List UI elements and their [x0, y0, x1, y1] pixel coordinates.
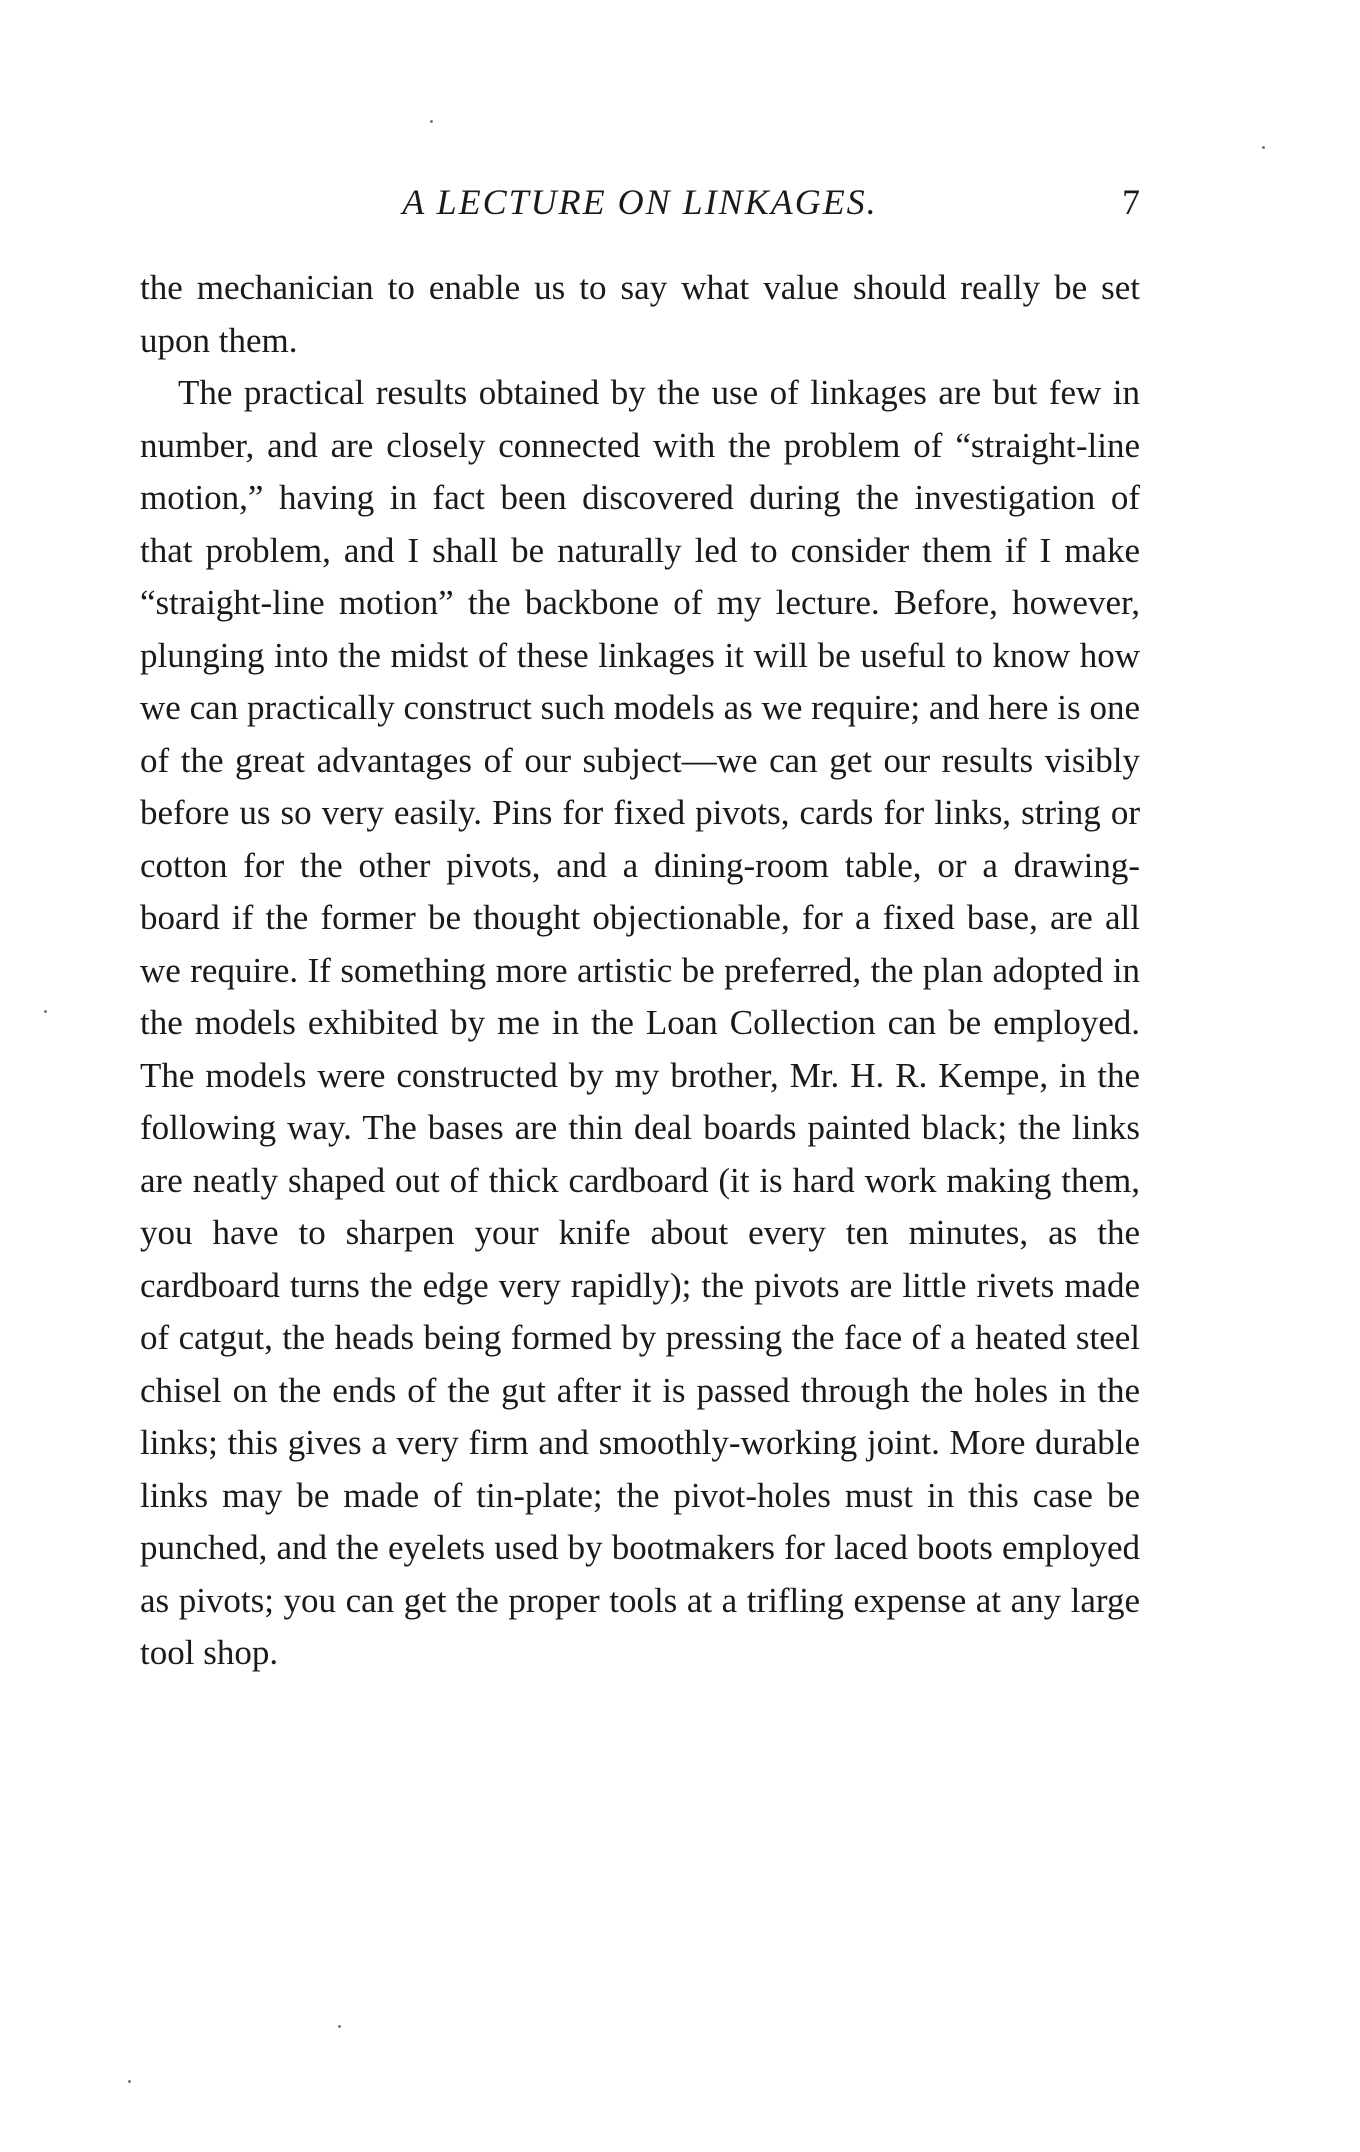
scan-speck — [128, 2080, 131, 2083]
scan-speck — [44, 1010, 47, 1013]
running-title: A LECTURE ON LINKAGES. — [402, 182, 878, 222]
scan-speck — [1262, 146, 1265, 149]
scan-speck — [338, 2025, 341, 2028]
body-text — [140, 262, 1140, 1680]
paragraph-continued: the mechanician to enable us to say what value should really be set upon them. — [140, 268, 1140, 360]
running-head — [140, 172, 1140, 232]
scan-speck — [430, 120, 433, 123]
page-number: 7 — [1122, 182, 1140, 222]
paragraph-linkage-models: The practical results obtained by the use of linkages are but few in number, and are closely connected with the problem of “straight-line motion,” having in fact been discovered during the investigation of that problem, and I shall be naturally led to consider them if I make “straight-line motion” the backbone of my lecture. Before, however, plunging into the midst of these linkages it will be useful to know how we can practically construct such models as we require; and here is one of the great advantages of our subject—we can get our results visibly before us so very easily. Pins for fixed pivots, cards for links, string or cotton for the other pivots, and a dining-room table, or a drawing-board if the former be thought objectionable, for a fixed base, are all we require. If something more artistic be preferred, the plan adopted in the models exhibited by me in the Loan Collection can be employed. The models were constructed by my brother, Mr. H. R. Kempe, in the following way. The bases are thin deal boards painted black; the links are neatly shaped out of thick cardboard (it is hard work making them, you have to sharpen your knife about every ten minutes, as the cardboard turns the edge very rapidly); the pivots are little rivets made of catgut, the heads being formed by pressing the face of a heated steel chisel on the ends of the gut after it is passed through the holes in the links; this gives a very firm and smoothly-working joint. More durable links may be made of tin-plate; the pivot-holes must in this case be punched, and the eyelets used by bootmakers for laced boots employed as pivots; you can get the proper tools at a trifling expense at any large tool shop. — [140, 373, 1140, 1672]
